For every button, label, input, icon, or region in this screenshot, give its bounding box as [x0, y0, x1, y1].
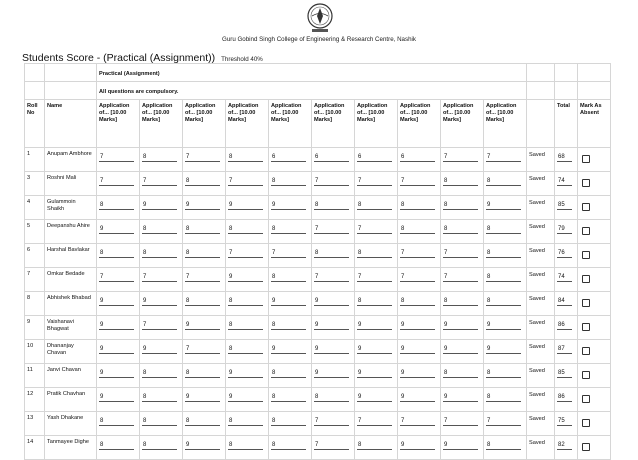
roll-no: 9	[25, 316, 45, 340]
mark-input[interactable]: 8	[99, 249, 134, 258]
mark-input[interactable]: 9	[400, 321, 435, 330]
mark-input[interactable]: 7	[400, 177, 435, 186]
mark-input[interactable]: 9	[400, 393, 435, 402]
table-row	[25, 412, 611, 436]
student-name: Yash Dhakane	[45, 412, 97, 436]
student-name: Tanmayee Dighe	[45, 436, 97, 460]
mark-input[interactable]: 7	[185, 153, 220, 162]
threshold-label: Threshold 40%	[221, 56, 263, 63]
mark-input[interactable]: 9	[99, 369, 134, 378]
compulsory-note: All questions are compulsory.	[97, 82, 527, 100]
mark-input[interactable]: 8	[486, 177, 521, 186]
mark-input[interactable]: 9	[271, 201, 306, 210]
col-question-header: Application of... [10.00 Marks]	[312, 100, 355, 148]
col-absent-header: Mark As Absent	[578, 100, 611, 148]
col-question-header: Application of... [10.00 Marks]	[97, 100, 140, 148]
table-row	[25, 364, 611, 388]
mark-input[interactable]: 8	[314, 249, 349, 258]
save-status: Saved	[529, 296, 545, 302]
mark-input[interactable]: 8	[228, 345, 263, 354]
mark-input[interactable]: 8	[486, 249, 521, 258]
mark-input[interactable]: 9	[271, 297, 306, 306]
save-status: Saved	[529, 200, 545, 206]
student-name: Abhishek Bhabad	[45, 292, 97, 316]
mark-input[interactable]: 9	[185, 441, 220, 450]
mark-input[interactable]: 7	[357, 177, 392, 186]
mark-input[interactable]: 8	[142, 441, 177, 450]
mark-input[interactable]: 8	[185, 225, 220, 234]
mark-input[interactable]: 8	[357, 249, 392, 258]
col-question-header: Application of... [10.00 Marks]	[355, 100, 398, 148]
mark-input[interactable]: 9	[142, 345, 177, 354]
student-name: Janvi Chavan	[45, 364, 97, 388]
absent-checkbox[interactable]	[582, 419, 590, 427]
mark-input[interactable]: 8	[271, 273, 306, 282]
roll-no: 12	[25, 388, 45, 412]
total-field: 85	[557, 369, 572, 378]
mark-input[interactable]: 8	[271, 393, 306, 402]
mark-input[interactable]: 7	[443, 249, 478, 258]
mark-input[interactable]: 7	[185, 345, 220, 354]
mark-input[interactable]: 7	[314, 417, 349, 426]
table-row	[25, 268, 611, 292]
mark-input[interactable]: 8	[443, 201, 478, 210]
table-row	[25, 244, 611, 268]
mark-input[interactable]: 9	[314, 345, 349, 354]
mark-input[interactable]: 8	[185, 249, 220, 258]
mark-input[interactable]: 7	[357, 225, 392, 234]
col-question-header: Application of... [10.00 Marks]	[398, 100, 441, 148]
mark-input[interactable]: 9	[486, 321, 521, 330]
save-status: Saved	[529, 344, 545, 350]
col-total-header: Total	[555, 100, 578, 148]
total-field: 82	[557, 441, 572, 450]
absent-checkbox[interactable]	[582, 227, 590, 235]
student-name: Roshni Mali	[45, 172, 97, 196]
mark-input[interactable]: 8	[357, 441, 392, 450]
col-status-header	[527, 100, 555, 148]
save-status: Saved	[529, 320, 545, 326]
mark-input[interactable]: 6	[314, 153, 349, 162]
mark-input[interactable]: 9	[142, 297, 177, 306]
mark-input[interactable]: 9	[228, 369, 263, 378]
total-field: 79	[557, 225, 572, 234]
mark-input[interactable]: 8	[228, 153, 263, 162]
mark-input[interactable]: 7	[185, 273, 220, 282]
mark-input[interactable]: 9	[185, 201, 220, 210]
mark-input[interactable]: 8	[271, 321, 306, 330]
absent-checkbox[interactable]	[582, 203, 590, 211]
mark-input[interactable]: 8	[185, 417, 220, 426]
roll-no: 11	[25, 364, 45, 388]
mark-input[interactable]: 9	[185, 393, 220, 402]
save-status: Saved	[529, 368, 545, 374]
mark-input[interactable]: 7	[400, 273, 435, 282]
page-title: Students Score - (Practical (Assignment))	[22, 52, 216, 64]
absent-checkbox[interactable]	[582, 347, 590, 355]
mark-input[interactable]: 8	[228, 225, 263, 234]
save-status: Saved	[529, 176, 545, 182]
mark-input[interactable]: 7	[443, 153, 478, 162]
mark-input[interactable]: 7	[443, 417, 478, 426]
roll-no: 8	[25, 292, 45, 316]
mark-input[interactable]: 8	[357, 201, 392, 210]
total-field: 87	[557, 345, 572, 354]
roll-no: 6	[25, 244, 45, 268]
mark-input[interactable]: 9	[142, 201, 177, 210]
table-row	[25, 436, 611, 460]
roll-no: 1	[25, 148, 45, 172]
mark-input[interactable]: 9	[314, 369, 349, 378]
mark-input[interactable]: 7	[99, 273, 134, 282]
student-name: Deepanshu Ahire	[45, 220, 97, 244]
mark-input[interactable]: 9	[400, 369, 435, 378]
mark-input[interactable]: 7	[314, 273, 349, 282]
absent-checkbox[interactable]	[582, 395, 590, 403]
mark-input[interactable]: 9	[228, 273, 263, 282]
mark-input[interactable]: 8	[271, 225, 306, 234]
roll-no: 5	[25, 220, 45, 244]
section-label: Practical (Assignment)	[97, 64, 527, 82]
mark-input[interactable]: 8	[228, 321, 263, 330]
absent-checkbox[interactable]	[582, 323, 590, 331]
mark-input[interactable]: 7	[400, 249, 435, 258]
mark-input[interactable]: 8	[271, 369, 306, 378]
mark-input[interactable]: 9	[314, 321, 349, 330]
col-question-header: Application of... [10.00 Marks]	[140, 100, 183, 148]
roll-no: 10	[25, 340, 45, 364]
absent-checkbox[interactable]	[582, 299, 590, 307]
mark-input[interactable]: 8	[400, 225, 435, 234]
mark-input[interactable]: 9	[443, 393, 478, 402]
mark-input[interactable]: 8	[486, 441, 521, 450]
absent-checkbox[interactable]	[582, 275, 590, 283]
table-row	[25, 388, 611, 412]
absent-checkbox[interactable]	[582, 443, 590, 451]
mark-input[interactable]: 9	[443, 321, 478, 330]
mark-input[interactable]: 8	[142, 225, 177, 234]
mark-input[interactable]: 7	[400, 417, 435, 426]
roll-no: 14	[25, 436, 45, 460]
mark-input[interactable]: 6	[357, 153, 392, 162]
total-field: 86	[557, 393, 572, 402]
mark-input[interactable]: 9	[271, 345, 306, 354]
total-field: 76	[557, 249, 572, 258]
mark-input[interactable]: 8	[443, 177, 478, 186]
mark-input[interactable]: 8	[486, 369, 521, 378]
student-name: Dhananjay Chavan	[45, 340, 97, 364]
mark-input[interactable]: 8	[357, 297, 392, 306]
mark-input[interactable]: 9	[357, 345, 392, 354]
mark-input[interactable]: 8	[443, 225, 478, 234]
total-field: 84	[557, 297, 572, 306]
mark-input[interactable]: 8	[142, 153, 177, 162]
college-name: Guru Gobind Singh College of Engineering & Research Centre, Nashik	[222, 36, 416, 43]
mark-input[interactable]: 8	[142, 249, 177, 258]
mark-input[interactable]: 9	[400, 441, 435, 450]
mark-input[interactable]: 7	[142, 321, 177, 330]
mark-input[interactable]: 8	[185, 177, 220, 186]
mark-input[interactable]: 7	[99, 177, 134, 186]
mark-input[interactable]: 9	[99, 321, 134, 330]
mark-input[interactable]: 7	[314, 177, 349, 186]
mark-input[interactable]: 7	[99, 153, 134, 162]
mark-input[interactable]: 9	[443, 441, 478, 450]
student-name: Omkar Bedade	[45, 268, 97, 292]
mark-input[interactable]: 8	[99, 417, 134, 426]
mark-input[interactable]: 8	[443, 369, 478, 378]
mark-input[interactable]: 7	[357, 417, 392, 426]
save-status: Saved	[529, 248, 545, 254]
mark-input[interactable]: 8	[271, 417, 306, 426]
mark-input[interactable]: 9	[99, 393, 134, 402]
mark-input[interactable]: 8	[486, 273, 521, 282]
student-name: Anupam Ambhore	[45, 148, 97, 172]
total-field: 75	[557, 417, 572, 426]
mark-input[interactable]: 8	[400, 297, 435, 306]
mark-input[interactable]: 9	[99, 345, 134, 354]
mark-input[interactable]: 8	[400, 201, 435, 210]
mark-input[interactable]: 7	[314, 225, 349, 234]
col-name-header: Name	[45, 100, 97, 148]
mark-input[interactable]: 9	[400, 345, 435, 354]
mark-input[interactable]: 8	[142, 417, 177, 426]
mark-input[interactable]: 8	[314, 201, 349, 210]
mark-input[interactable]: 7	[228, 177, 263, 186]
student-name: Gulammoin Shaikh	[45, 196, 97, 220]
mark-input[interactable]: 7	[443, 273, 478, 282]
mark-input[interactable]: 9	[99, 297, 134, 306]
absent-checkbox[interactable]	[582, 179, 590, 187]
mark-input[interactable]: 7	[357, 273, 392, 282]
mark-input[interactable]: 7	[486, 153, 521, 162]
mark-input[interactable]: 8	[142, 393, 177, 402]
mark-input[interactable]: 7	[314, 441, 349, 450]
total-field: 86	[557, 321, 572, 330]
student-name: Harshal Bavlakar	[45, 244, 97, 268]
college-logo-icon	[303, 2, 337, 34]
mark-input[interactable]: 7	[271, 249, 306, 258]
col-question-header: Application of... [10.00 Marks]	[269, 100, 312, 148]
total-field: 74	[557, 177, 572, 186]
roll-no: 13	[25, 412, 45, 436]
col-question-header: Application of... [10.00 Marks]	[441, 100, 484, 148]
mark-input[interactable]: 9	[357, 393, 392, 402]
mark-input[interactable]: 8	[185, 369, 220, 378]
absent-checkbox[interactable]	[582, 251, 590, 259]
score-table	[24, 63, 611, 460]
col-question-header: Application of... [10.00 Marks]	[484, 100, 527, 148]
table-row	[25, 172, 611, 196]
roll-no: 4	[25, 196, 45, 220]
mark-input[interactable]: 8	[228, 441, 263, 450]
roll-no: 7	[25, 268, 45, 292]
mark-input[interactable]: 7	[142, 177, 177, 186]
mark-input[interactable]: 8	[99, 441, 134, 450]
col-question-header: Application of... [10.00 Marks]	[183, 100, 226, 148]
table-row	[25, 196, 611, 220]
save-status: Saved	[529, 152, 545, 158]
mark-input[interactable]: 8	[185, 297, 220, 306]
mark-input[interactable]: 9	[357, 321, 392, 330]
mark-input[interactable]: 9	[486, 201, 521, 210]
student-name: Vaishanavi Bhagwat	[45, 316, 97, 340]
save-status: Saved	[529, 272, 545, 278]
mark-input[interactable]: 7	[228, 249, 263, 258]
col-roll-header: Roll No	[25, 100, 45, 148]
mark-input[interactable]: 8	[228, 297, 263, 306]
save-status: Saved	[529, 440, 545, 446]
mark-input[interactable]: 8	[486, 297, 521, 306]
mark-input[interactable]: 8	[486, 393, 521, 402]
absent-checkbox[interactable]	[582, 155, 590, 163]
mark-input[interactable]: 7	[486, 417, 521, 426]
table-row	[25, 148, 611, 172]
mark-input[interactable]: 8	[486, 225, 521, 234]
save-status: Saved	[529, 392, 545, 398]
mark-input[interactable]: 9	[228, 393, 263, 402]
save-status: Saved	[529, 224, 545, 230]
absent-checkbox[interactable]	[582, 371, 590, 379]
mark-input[interactable]: 8	[271, 177, 306, 186]
mark-input[interactable]: 9	[99, 225, 134, 234]
mark-input[interactable]: 8	[228, 417, 263, 426]
mark-input[interactable]: 6	[400, 153, 435, 162]
student-name: Pratik Chavhan	[45, 388, 97, 412]
table-row	[25, 316, 611, 340]
mark-input[interactable]: 9	[314, 297, 349, 306]
roll-no: 3	[25, 172, 45, 196]
total-field: 85	[557, 201, 572, 210]
mark-input[interactable]: 8	[142, 369, 177, 378]
table-row	[25, 220, 611, 244]
table-row	[25, 292, 611, 316]
mark-input[interactable]: 9	[486, 345, 521, 354]
mark-input[interactable]: 8	[99, 201, 134, 210]
total-field: 74	[557, 273, 572, 282]
table-row	[25, 340, 611, 364]
save-status: Saved	[529, 416, 545, 422]
mark-input[interactable]: 8	[271, 441, 306, 450]
mark-input[interactable]: 9	[228, 201, 263, 210]
mark-input[interactable]: 8	[314, 393, 349, 402]
mark-input[interactable]: 7	[142, 273, 177, 282]
mark-input[interactable]: 9	[185, 321, 220, 330]
mark-input[interactable]: 8	[443, 297, 478, 306]
mark-input[interactable]: 6	[271, 153, 306, 162]
col-question-header: Application of... [10.00 Marks]	[226, 100, 269, 148]
total-field: 68	[557, 153, 572, 162]
mark-input[interactable]: 9	[443, 345, 478, 354]
mark-input[interactable]: 9	[357, 369, 392, 378]
